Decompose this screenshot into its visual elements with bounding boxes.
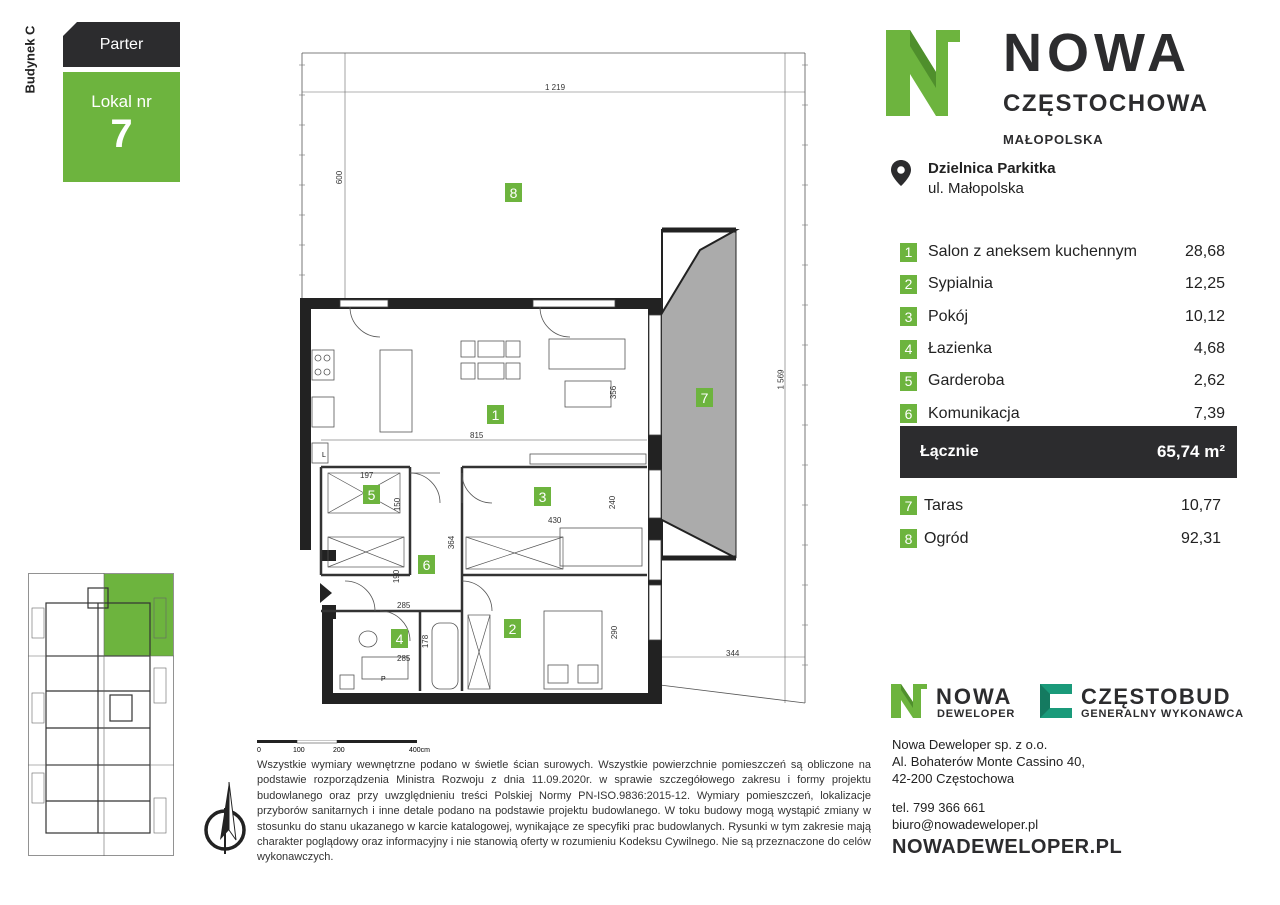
brand-region: MAŁOPOLSKA	[1003, 132, 1104, 147]
dim-garden-width: 1 219	[545, 83, 566, 92]
company-line: 42-200 Częstochowa	[892, 771, 1015, 786]
dim-closet-width: 197	[360, 471, 374, 480]
key-plan-highlight	[104, 574, 173, 656]
room-number: 3	[900, 307, 917, 326]
dim-hall-depth: 364	[447, 535, 457, 550]
company-line: Nowa Deweloper sp. z o.o.	[892, 737, 1048, 752]
total-label: Łącznie	[920, 443, 979, 460]
plan-label-5: 5	[363, 485, 380, 504]
key-plan	[28, 573, 174, 856]
room-number: 4	[900, 340, 917, 359]
contractor-logo-icon	[1040, 684, 1072, 718]
plan-label-6: 6	[418, 555, 435, 574]
room-list	[900, 236, 1230, 430]
room-area: 12,25	[1184, 275, 1225, 293]
room-name: Łazienka	[928, 340, 993, 358]
outdoor-number: 8	[900, 529, 917, 548]
scale-mark-200: 200	[333, 747, 345, 754]
washer-letter: P	[381, 676, 386, 683]
dim-bath-depth: 178	[421, 634, 431, 649]
floor-plan	[290, 45, 820, 710]
plan-label-2: 2	[504, 619, 521, 638]
unit-number: 7	[110, 112, 133, 156]
company-address	[892, 736, 1085, 787]
dim-bedroom-depth: 290	[610, 625, 620, 640]
plan-label-8: 8	[505, 183, 522, 202]
company-line: Al. Bohaterów Monte Cassino 40,	[892, 754, 1085, 769]
dim-room3-depth: 240	[608, 495, 618, 510]
scale-bar	[257, 740, 437, 756]
outdoor-name: Taras	[924, 496, 964, 514]
room-row	[900, 333, 1230, 365]
dim-living-depth: 356	[609, 385, 619, 400]
building-label: Budynek C	[22, 25, 38, 94]
room-area: 28,68	[1184, 243, 1225, 261]
room-number: 2	[900, 275, 917, 294]
unit-badge	[63, 72, 180, 182]
nowa-logo-icon	[886, 30, 960, 116]
dim-closet-depth: 150	[393, 497, 403, 512]
room-number: 5	[900, 372, 917, 391]
unit-label: Lokal nr	[91, 92, 152, 111]
room-area: 10,12	[1184, 307, 1225, 325]
map-pin-icon	[890, 160, 912, 186]
disclaimer: Wszystkie wymiary wewnętrzne podano w świetle ścian surowych. Wszystkie powierzchnie pomieszczeń są obliczone na podstawie rozporządzenia Ministra Rozwoju z dnia 11.09.2020r. w sprawie szczegółowego zakresu i formy projektu budowlanego oraz przy uwzględnieniu treści Polskiej Normy PN-ISO.9836:2015-12. Wymiary pomieszczeń, lokalizacje przyborów sanitarnych i inne detale podano na podstawie projektu budowlanego. W toku budowy mogą wystąpić zmiany w stosunku do stanu ukazanego w karcie katalogowej, wynikające ze specyfiki prac budowlanych. Rysunki w tym zakresie mają charakter poglądowy oraz informacyjny i nie stanowią oferty w rozumieniu Kodeksu Cywilnego. Nie są przeznaczone do celów wykonawczych.	[257, 759, 871, 864]
total-value: 65,74 m²	[1156, 442, 1225, 461]
developer-name: NOWA	[936, 684, 1013, 709]
room-row	[900, 236, 1230, 268]
location-district: Dzielnica Parkitka	[928, 160, 1056, 177]
room-name: Sypialnia	[928, 275, 993, 293]
scale-bar-drawing	[257, 740, 437, 756]
location-street: ul. Małopolska	[928, 180, 1024, 197]
plan-label-4: 4	[391, 629, 408, 648]
room-row	[900, 365, 1230, 397]
website-link[interactable]: NOWADEWELOPER.PL	[892, 836, 1123, 858]
plan-label-3: 3	[534, 487, 551, 506]
brand-name: NOWA	[1003, 23, 1191, 83]
plan-label-7: 7	[696, 388, 713, 407]
room-name: Komunikacja	[928, 404, 1020, 422]
dim-garden-depth: 600	[335, 170, 345, 185]
outdoor-number: 7	[900, 496, 917, 515]
brand-city: CZĘSTOCHOWA	[1003, 90, 1209, 117]
contact-email[interactable]: biuro@nowadeweloper.pl	[892, 817, 1039, 832]
north-compass-icon	[200, 780, 250, 870]
contact-info	[892, 799, 1038, 833]
total-area-bar	[900, 426, 1237, 478]
key-plan-drawing	[28, 573, 174, 856]
outdoor-row	[900, 489, 1230, 522]
room-row	[900, 268, 1230, 300]
floor-badge-corner	[63, 22, 77, 36]
contact-phone[interactable]: tel. 799 366 661	[892, 800, 986, 815]
outdoor-list	[900, 489, 1230, 555]
dim-room3-width: 430	[548, 516, 562, 525]
contractor-sub: GENERALNY WYKONAWCA	[1081, 708, 1244, 720]
room-number: 1	[900, 243, 917, 262]
outdoor-area: 10,77	[1180, 496, 1221, 514]
room-area: 2,62	[1193, 372, 1225, 390]
room-area: 7,39	[1193, 404, 1225, 422]
scale-mark-100: 100	[293, 747, 305, 754]
dim-side-width: 344	[726, 649, 740, 658]
scale-mark-400: 400cm	[409, 747, 431, 754]
room-name: Pokój	[928, 307, 969, 325]
scale-mark-0: 0	[257, 747, 261, 754]
floor-badge: Parter	[63, 22, 180, 67]
room-row	[900, 301, 1230, 333]
dim-total-depth: 1 569	[776, 369, 786, 390]
developer-sub: DEWELOPER	[937, 708, 1016, 720]
dim-bath-width-bottom: 285	[397, 654, 411, 663]
outdoor-row	[900, 522, 1230, 555]
fridge-letter: L	[322, 452, 326, 459]
room-name: Garderoba	[928, 372, 1005, 390]
outdoor-area: 92,31	[1180, 529, 1221, 547]
dim-living-width: 815	[470, 431, 484, 440]
floor-plan-drawing	[290, 45, 820, 710]
room-number: 6	[900, 404, 917, 423]
room-name: Salon z aneksem kuchennym	[928, 243, 1137, 261]
dim-hall-width: 190	[392, 569, 402, 584]
contractor-name: CZĘSTOBUD	[1081, 684, 1231, 709]
outdoor-name: Ogród	[924, 529, 969, 547]
developer-logo-icon	[891, 684, 927, 718]
dim-bath-width-top: 285	[397, 601, 411, 610]
room-area: 4,68	[1193, 340, 1225, 358]
room-row	[900, 397, 1230, 429]
plan-label-1: 1	[487, 405, 504, 424]
